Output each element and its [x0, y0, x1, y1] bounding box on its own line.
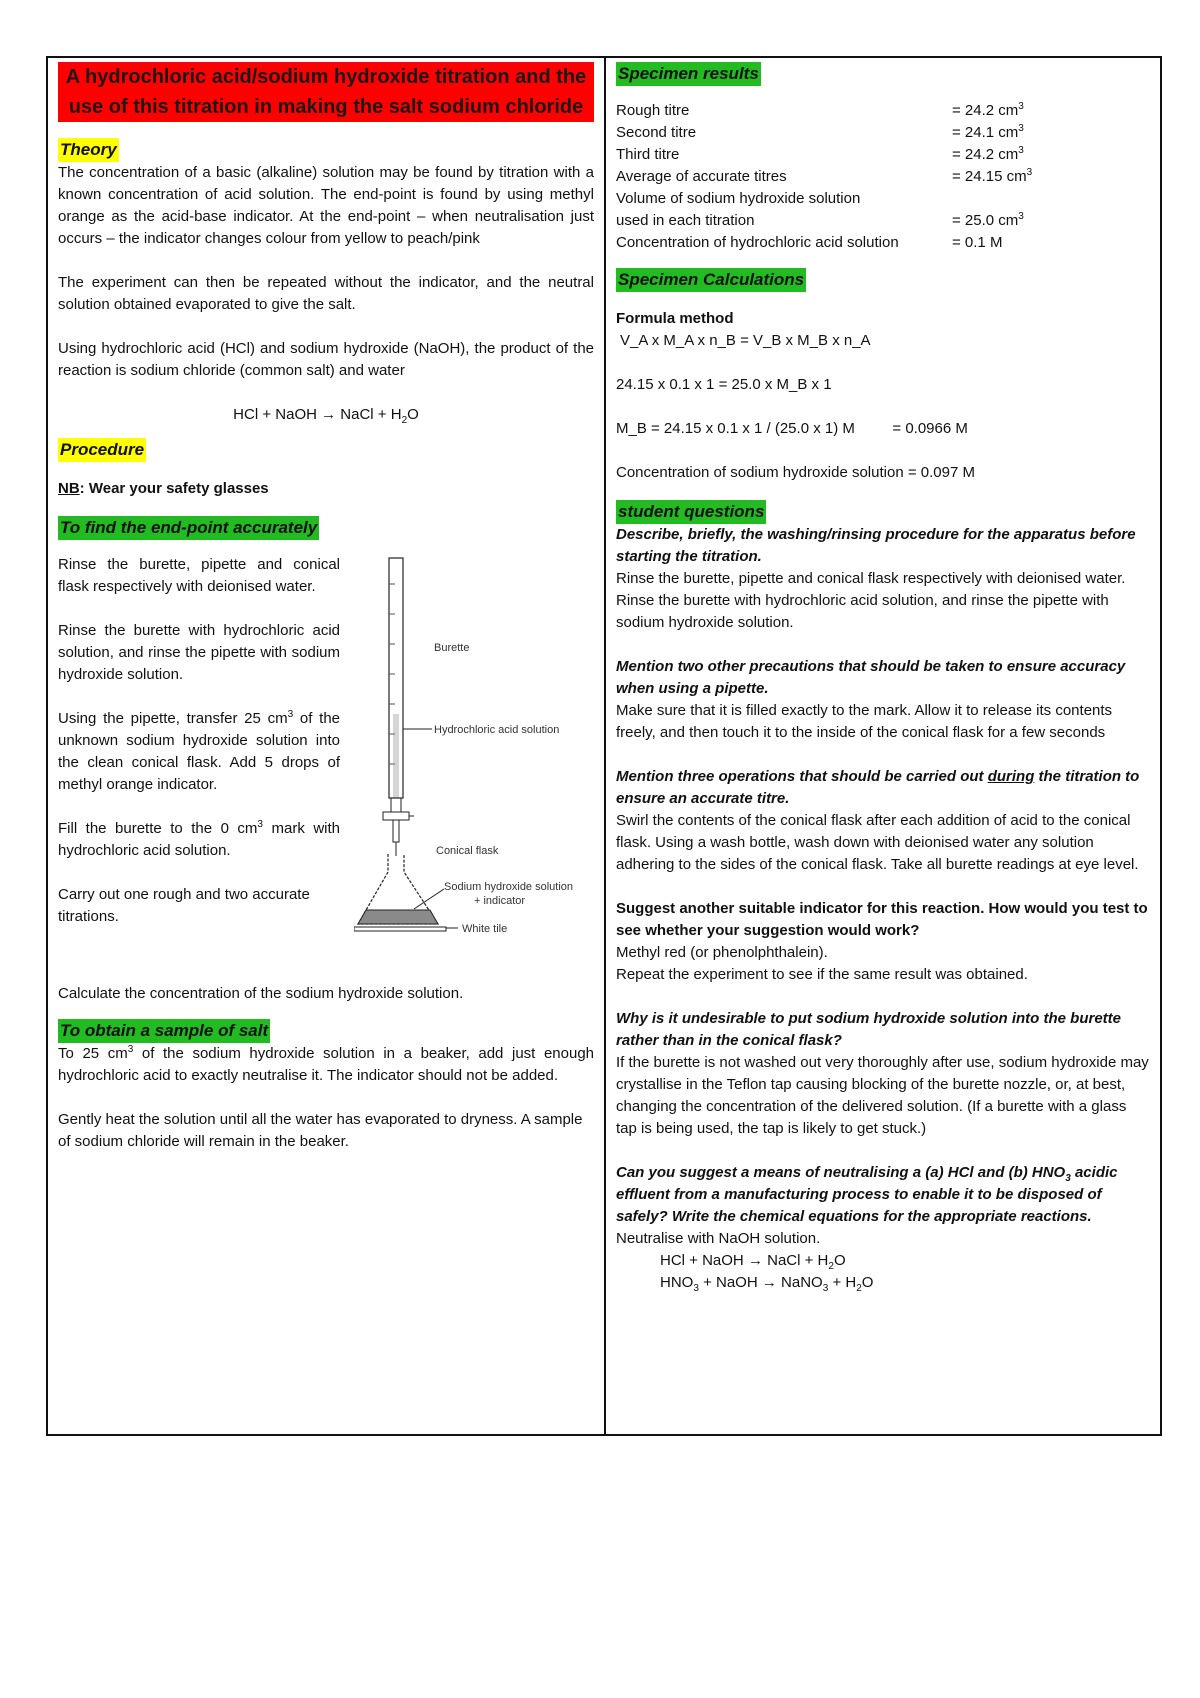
worksheet-table — [46, 56, 1162, 1436]
procedure-steps — [58, 554, 340, 961]
salt-heading: To obtain a sample of salt — [58, 1019, 270, 1043]
step-rinse-solutions: Rinse the burette with hydrochloric acid solution, and rinse the pipette with sodium hydroxide solution. — [58, 622, 340, 683]
theory-paragraph-2: The experiment can then be repeated without the indicator, and the neutral solution obtained evaporated to give the salt. — [58, 274, 594, 313]
label-burette: Burette — [434, 642, 470, 654]
answer-5: If the burette is not washed out very thoroughly after use, sodium hydroxide may crystallise in the Teflon tap causing blocking of the burette nozzle, or, at best, changing the concentration of the delivered solution. (If a burette with a glass tap is being used, the tap is likely to get stuck.) — [616, 1054, 1149, 1137]
page-title: A hydrochloric acid/sodium hydroxide titration and the use of this titration in making the salt sodium chloride — [58, 62, 594, 122]
label-flask: Conical flask — [436, 845, 499, 857]
theory-paragraph-3: Using hydrochloric acid (HCl) and sodium hydroxide (NaOH), the product of the reaction is sodium chloride (common salt) and water — [58, 340, 594, 379]
answer-equation-2: $HNO_3$ + NaOH → NaNO$_3$ + $H_2O$ — [660, 1274, 874, 1294]
formula-heading: Formula method — [616, 310, 734, 327]
salt-paragraph-2: Gently heat the solution until all the water has evaporated to dryness. A sample of sodium chloride will remain in the beaker. — [58, 1111, 583, 1150]
question-5: Why is it undesirable to put sodium hydroxide solution into the burette rather than in the conical flask? — [616, 1010, 1122, 1049]
safety-note: NB: Wear your safety glasses — [58, 480, 269, 497]
answer-3: Swirl the contents of the conical flask after each addition of acid to the conical flask. Using a wash bottle, wash down with deionised water any solution adhering to the sides of the conical flask. Take all burette readings at eye level. — [616, 812, 1139, 873]
answer-4-line-1: Methyl red (or phenolphthalein). — [616, 944, 828, 961]
result-row: Second titre = 24.1 $cm^3$ — [616, 123, 1024, 141]
white-tile — [354, 927, 446, 931]
answer-2: Make sure that it is filled exactly to the mark. Allow it to release its contents freely, and then touch it to the inside of the conical flask for a few seconds — [616, 702, 1113, 741]
procedure-with-diagram — [58, 554, 594, 961]
answer-equation-1: HCl + NaOH → NaCl + $H_2O$ — [660, 1252, 846, 1272]
step-fill-burette: Fill the burette to the 0 $cm^3$ mark with hydrochloric acid solution. — [58, 819, 340, 859]
question-3: Mention three operations that should be carried out during the titration to ensure an accurate titre. — [616, 768, 1140, 807]
questions-heading: student questions — [616, 500, 766, 524]
concentration-row: Concentration of hydrochloric acid solution = 0.1 M — [616, 234, 1003, 251]
theory-paragraph-1: The concentration of a basic (alkaline) solution may be found by titration with a known concentration of acid solution. The end-point is found by using methyl orange as the acid-base indicator. At the end-point – when neutralisation just occurs – the indicator changes colour from yellow to peach/pink — [58, 164, 594, 247]
result-row: Average of accurate titres = 24.15 $cm^3$ — [616, 167, 1033, 185]
left-column — [48, 58, 606, 1434]
volume-label-row: Volume of sodium hydroxide solution — [616, 190, 861, 207]
step-transfer: Using the pipette, transfer 25 $cm^3$ of the unknown sodium hydroxide solution into the clean conical flask. Add 5 drops of methyl orange indicator. — [58, 709, 340, 793]
titration-diagram — [354, 554, 594, 961]
formula: V_A x M_A x n_B = V_B x M_B x n_A — [620, 332, 871, 349]
endpoint-heading: To find the end-point accurately — [58, 516, 319, 540]
answer-6: Neutralise with NaOH solution. — [616, 1230, 821, 1247]
calculation-2: M_B = 24.15 x 0.1 x 1 / (25.0 x 1) M = 0.0966 M — [616, 420, 968, 437]
answer-1: Rinse the burette, pipette and conical flask respectively with deionised water. Rinse the burette with hydrochloric acid solution, and rinse the pipette with sodium hydroxide solution. — [616, 570, 1126, 631]
results-list — [616, 100, 1150, 254]
question-1: Describe, briefly, the washing/rinsing procedure for the apparatus before starting the titration. — [616, 526, 1136, 565]
result-row: Third titre = 24.2 $cm^3$ — [616, 145, 1024, 163]
procedure-heading: Procedure — [58, 438, 146, 462]
step-rinse-water: Rinse the burette, pipette and conical flask respectively with deionised water. — [58, 556, 340, 595]
step-calculate: Calculate the concentration of the sodium hydroxide solution. — [58, 985, 464, 1002]
right-column — [606, 58, 1160, 1434]
results-heading: Specimen results — [616, 62, 761, 86]
flask-solution — [358, 910, 438, 924]
salt-paragraph-1: To 25 $cm^3$ of the sodium hydroxide solution in a beaker, add just enough hydrochloric acid to exactly neutralise it. The indicator should not be added. — [58, 1044, 594, 1084]
label-indicator: + indicator — [474, 895, 526, 907]
result-row: Rough titre = 24.2 $cm^3$ — [616, 101, 1024, 119]
step-titrations: Carry out one rough and two accurate titrations. — [58, 886, 310, 925]
theory-heading: Theory — [58, 138, 119, 162]
answer-4-line-2: Repeat the experiment to see if the same result was obtained. — [616, 966, 1028, 983]
calculation-3: Concentration of sodium hydroxide solution = 0.097 M — [616, 464, 975, 481]
label-solution: Sodium hydroxide solution — [444, 881, 574, 893]
question-2: Mention two other precautions that should be taken to ensure accuracy when using a pipette. — [616, 658, 1126, 697]
label-tile: White tile — [462, 923, 508, 935]
question-6: Can you suggest a means of neutralising a (a) HCl and (b) $HNO_3$ acidic effluent from a manufacturing process to enable it to be disposed of safely? Write the chemical equations for the appropriate reactions. — [616, 1164, 1118, 1225]
calculations-heading: Specimen Calculations — [616, 268, 806, 292]
reaction-equation: HCl + NaOH → NaCl + $H_2O$ — [233, 406, 419, 426]
label-acid: Hydrochloric acid solution — [434, 724, 560, 736]
calculation-1: 24.15 x 0.1 x 1 = 25.0 x M_B x 1 — [616, 376, 832, 393]
volume-row: used in each titration = 25.0 $cm^3$ — [616, 211, 1024, 229]
question-4: Suggest another suitable indicator for this reaction. How would you test to see whether your suggestion would work? — [616, 900, 1148, 939]
